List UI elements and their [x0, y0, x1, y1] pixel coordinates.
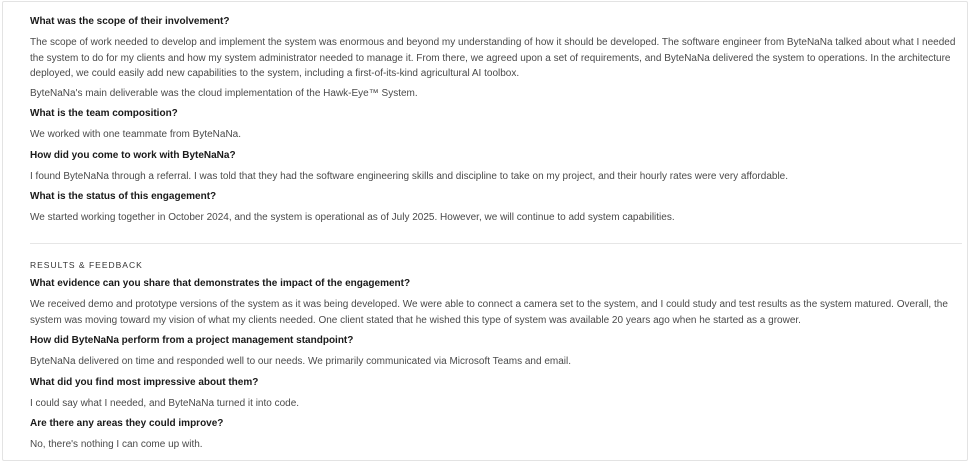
answer-scope-deliverable: ByteNaNa's main deliverable was the cloud implementation of the Hawk-Eye™ System. — [30, 87, 418, 99]
answer-improve: No, there's nothing I can come up with. — [30, 439, 203, 450]
answer-most-impressive: I could say what I needed, and ByteNaNa turned it into code. — [30, 397, 300, 409]
section-divider — [30, 243, 962, 244]
results-feedback-section — [30, 259, 962, 457]
answer-status: We started working together in October 2024, and the system is operational as of July 2025. However, we will continue to add system capabilities. — [30, 212, 675, 223]
question-project-management: How did ByteNaNa perform from a project management standpoint? — [30, 335, 354, 346]
project-details-section — [30, 15, 962, 230]
answer-evidence: We received demo and prototype versions of the system as it was being developed. We were able to connect a camera set to the system, and I could study and test results as the system matured. Overall, the system was moving toward my vision of what my clients needed. One client stated that he wished this type of system was available 20 years ago when he started as a grower. — [30, 299, 948, 326]
question-improve: Are there any areas they could improve? — [30, 418, 224, 429]
question-how-came: How did you come to work with ByteNaNa? — [30, 149, 236, 161]
answer-how-came: I found ByteNaNa through a referral. I was told that they had the software engineering skills and discipline to take on my project, and their hourly rates were very affordable. — [30, 170, 789, 182]
question-scope: What was the scope of their involvement? — [30, 16, 230, 27]
question-status: What is the status of this engagement? — [30, 191, 217, 202]
section-label-results: RESULTS & FEEDBACK — [30, 260, 143, 270]
question-team-composition: What is the team composition? — [30, 108, 178, 119]
answer-project-management: ByteNaNa delivered on time and responded well to our needs. We primarily communicated via Microsoft Teams and email. — [30, 356, 571, 367]
question-most-impressive: What did you find most impressive about them? — [30, 376, 259, 388]
question-evidence: What evidence can you share that demonstrates the impact of the engagement? — [30, 278, 411, 289]
answer-scope: The scope of work needed to develop and implement the system was enormous and beyond my understanding of how it should be developed. The software engineer from ByteNaNa talked about what I needed the system to do for my clients and how my system administrator needed to manage it. From there, we agreed upon a set of requirements, and ByteNaNa delivered the system to operations. In the architecture deployed, we could easily add new capabilities to the system, including a first-of-its-kind agricultural AI toolbox. — [30, 37, 956, 79]
answer-team-composition: We worked with one teammate from ByteNaNa. — [30, 129, 242, 140]
